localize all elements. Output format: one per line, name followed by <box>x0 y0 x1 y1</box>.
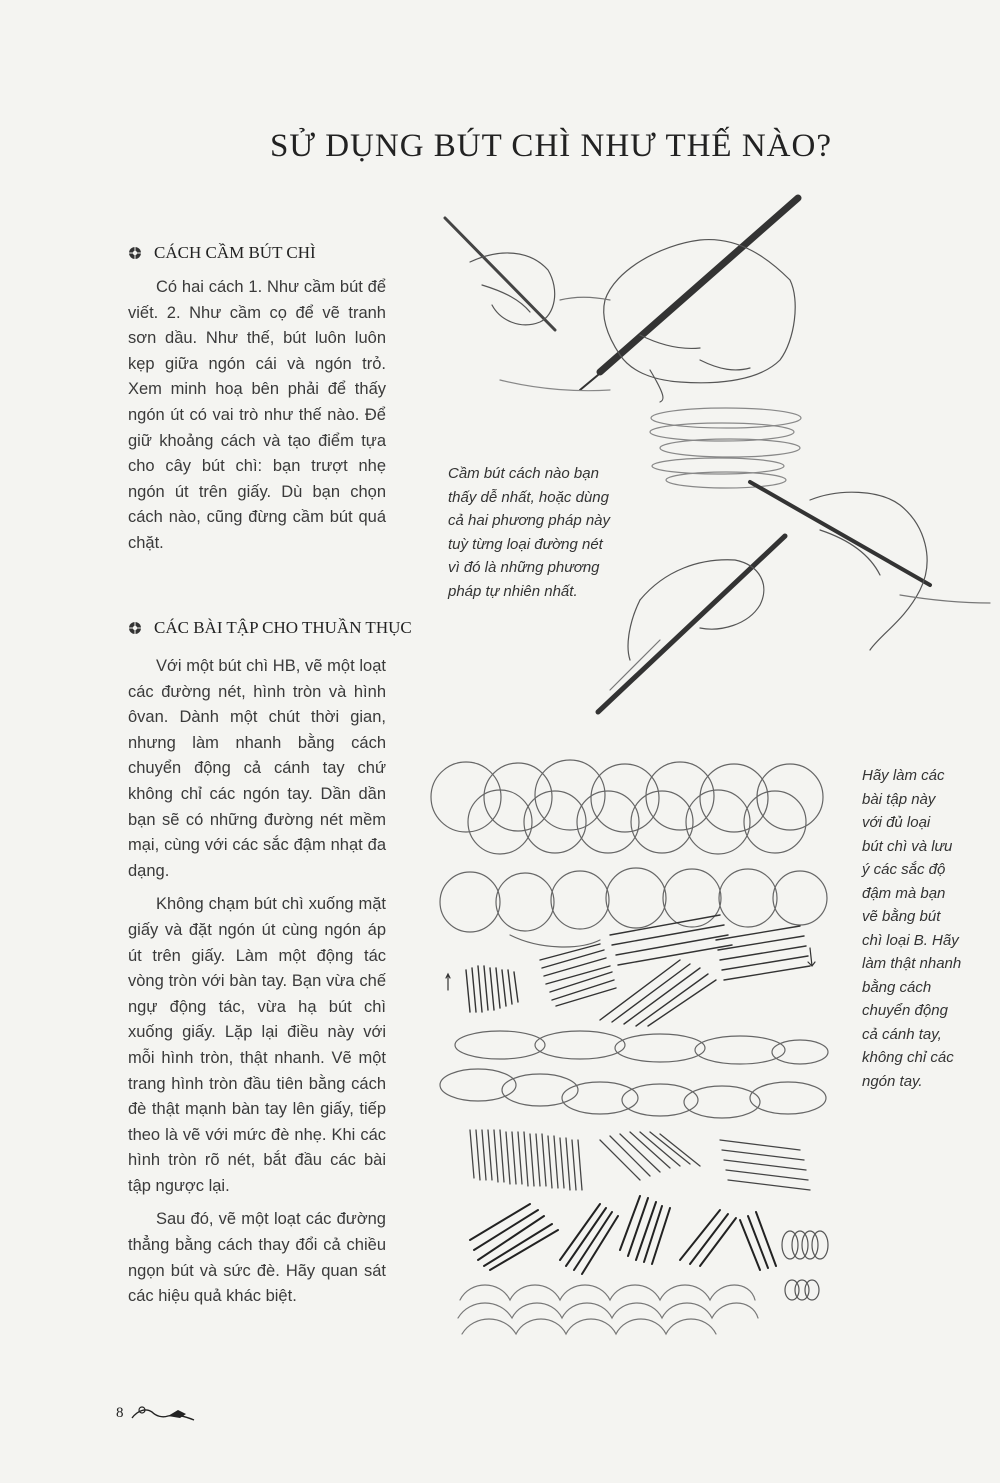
caption-line: ý các sắc độ <box>862 861 946 878</box>
paragraph: Không chạm bút chì xuống mặt giấy và đặt ngón út cùng ngón áp út trên giấy. Làm một động tác vòng tròn với bàn tay. Bạn vừa chế ngự động tác, vừa hạ bút chì xuống giấy. Lặp lại điều này với mỗi hình tròn, thật nhanh. Vẽ một trang hình tròn đầu tiên bằng cách đè thật mạnh bàn tay lên giấy, tiếp theo là vẽ với mức đè nhẹ. Khi các hình tròn rõ nét, bắt đầu các bài tập ngược lại. <box>128 895 386 1195</box>
caption-line: thấy dễ nhất, hoặc dùng <box>448 488 609 506</box>
circle-loops-row-1 <box>431 760 823 854</box>
page-title: SỬ DỤNG BÚT CHÌ NHƯ THẾ NÀO? <box>270 128 832 164</box>
oval-scribbles <box>650 408 801 488</box>
soft-loop-band <box>458 1285 758 1334</box>
caption-line: ngón tay. <box>862 1072 923 1090</box>
paragraph: Có hai cách 1. Như cầm bút để viết. 2. Như cầm cọ để vẽ tranh sơn dầu. Như thế, bút luôn luôn kẹp giữa ngón cái và ngón trỏ. Xem minh hoạ bên phải để thấy ngón út có vai trò như thế nào. Để giữ khoảng cách và tạo điểm tựa cho cây bút chì: bạn trượt nhẹ ngón út trên giấy. Dù bạn chọn cách nào, cũng đừng cầm bút quá chặt. <box>128 278 386 552</box>
caption-line: bằng cách <box>862 978 932 996</box>
section-heading-text: CÁCH CẦM BÚT CHÌ <box>154 243 316 262</box>
paragraph: Với một bút chì HB, vẽ một loạt các đường nét, hình tròn và hình ôvan. Dành một chút thời gian, nhưng làm nhanh bằng cách chuyển động cả cánh tay chứ không chỉ các ngón tay. Dần dần bạn sẽ có những đường nét mềm mại, cùng với các sắc đậm nhạt đa dạng. <box>128 657 386 880</box>
page-footer <box>116 1402 198 1424</box>
caption-line: tuỳ từng loại đường nét <box>448 535 603 553</box>
caption-line: chuyển động <box>862 1002 948 1019</box>
caption-line: vẽ bằng bút <box>862 908 941 925</box>
caption-line: bút chì và lưu <box>862 837 953 855</box>
bold-hatching-band <box>470 1196 776 1274</box>
caption-line: cả hai phương pháp này <box>448 512 611 529</box>
caption-line: bài tập này <box>862 790 936 808</box>
hand-writing-grip-illustration <box>445 198 798 402</box>
caption-line: vì đó là những phương <box>448 559 600 576</box>
spiral-loops <box>782 1231 828 1300</box>
page-number: 8 <box>116 1404 124 1421</box>
caption-line: Hãy làm các <box>862 767 945 784</box>
caption-line: không chỉ các <box>862 1049 954 1066</box>
section-heading-text: CÁC BÀI TẬP CHO THUẦN THỤC <box>154 618 412 637</box>
caption-line: với đủ loại <box>862 814 931 831</box>
caption-line: đậm mà bạn <box>862 884 946 902</box>
caption-line: làm thật nhanh <box>862 955 962 972</box>
tone-shading-band <box>470 1130 810 1190</box>
hand-brush-grip-illustration <box>598 482 990 712</box>
hatching-strokes-1 <box>466 915 810 1026</box>
paragraph: Sau đó, vẽ một loạt các đường thẳng bằng cách thay đổi cả chiều ngọn bút và sức đè. Hãy quan sát các hiệu quả khác biệt. <box>128 1210 386 1306</box>
oval-loops-rows <box>440 1031 828 1118</box>
reclining-figure-icon <box>128 1402 198 1424</box>
caption-line: pháp tự nhiên nhất. <box>448 582 578 600</box>
circle-loops-row-2 <box>440 868 827 947</box>
caption-line: cả cánh tay, <box>862 1025 942 1043</box>
caption-line: chì loại B. Hãy <box>862 931 959 949</box>
caption-line: Cầm bút cách nào bạn <box>448 465 599 482</box>
